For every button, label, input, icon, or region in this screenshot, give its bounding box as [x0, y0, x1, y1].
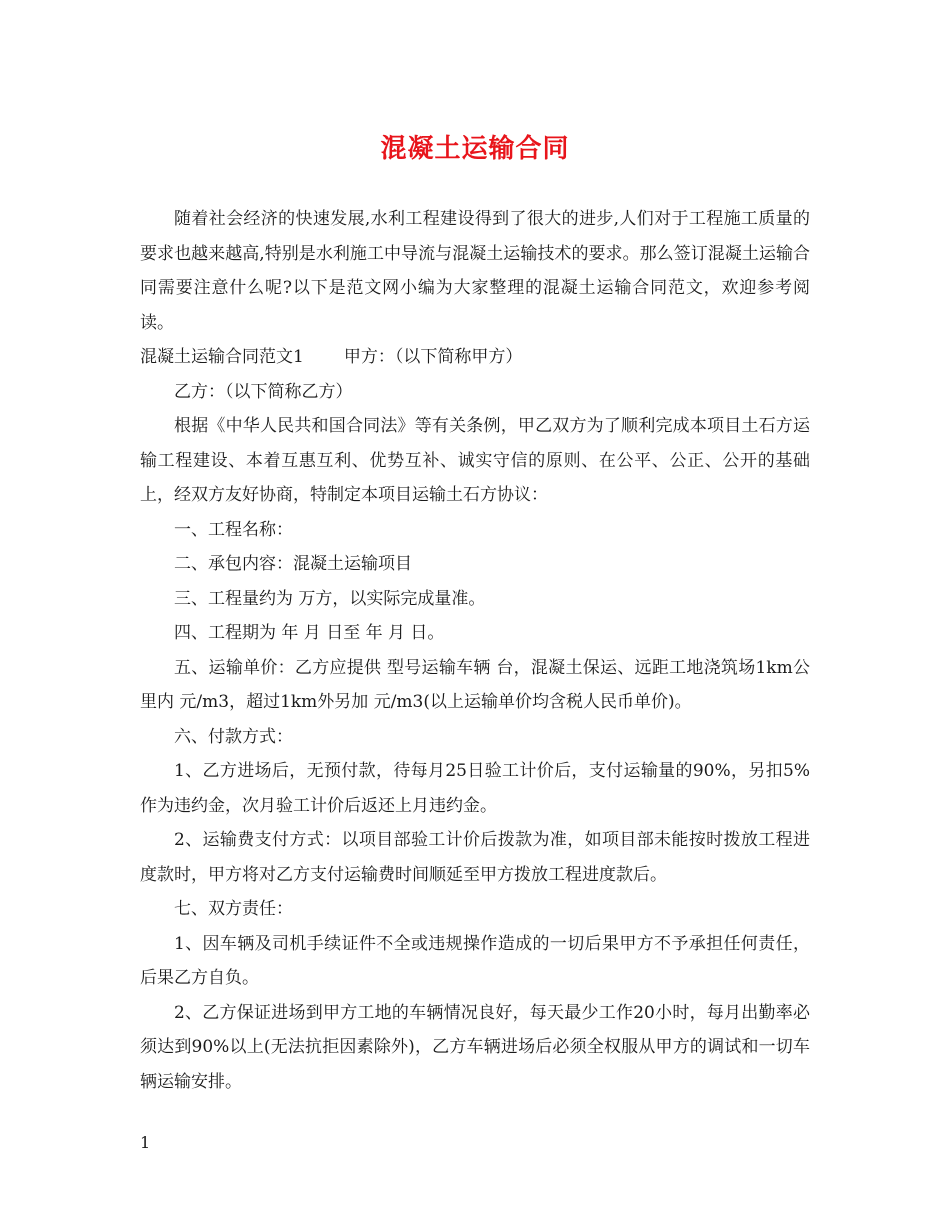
- document-body: [140, 202, 810, 1099]
- sample-heading-line: [140, 340, 810, 375]
- intro-paragraph: 随着社会经济的快速发展,水利工程建设得到了很大的进步,人们对于工程施工质量的要求也越来越高,特别是水利施工中导流与混凝土运输技术的要求。那么签订混凝土运输合同需要注意什么呢?以下是范文网小编为大家整理的混凝土运输合同范文，欢迎参考阅读。: [140, 209, 810, 333]
- document-title: 混凝土运输合同: [380, 134, 570, 164]
- sample-heading: 混凝土运输合同范文1: [140, 347, 304, 367]
- clause-payment: 六、付款方式：: [174, 726, 293, 747]
- party-a-line: 甲方：（以下简称甲方）: [343, 347, 523, 367]
- clause-period: 四、工程期为 年 月 日至 年 月 日。: [174, 623, 445, 643]
- clause-responsibilities: 七、双方责任：: [174, 899, 293, 919]
- preamble-paragraph: 根据《中华人民共和国合同法》等有关条例，甲乙双方为了顺利完成本项目土石方运输工程建设、本着互惠互利、优势互补、诚实守信的原则、在公平、公正、公开的基础上，经双方友好协商，特制定本项目运输土石方协议：: [140, 416, 810, 505]
- page-number: 1: [140, 1133, 151, 1152]
- clause-scope: 二、承包内容：混凝土运输项目: [174, 554, 412, 574]
- clause-responsibility-item-1: 1、因车辆及司机手续证件不全或违规操作造成的一切后果甲方不予承担任何责任，后果乙方自负。: [140, 933, 810, 988]
- party-b-line: 乙方：（以下简称乙方）: [174, 381, 353, 402]
- clause-quantity: 三、工程量约为 万方，以实际完成量准。: [174, 588, 486, 609]
- clause-payment-item-1: 1、乙方进场后，无预付款，待每月25日验工计价后，支付运输量的90%，另扣5%作为违约金，次月验工计价后返还上月违约金。: [140, 761, 810, 816]
- clause-responsibility-item-2: 2、乙方保证进场到甲方工地的车辆情况良好，每天最少工作20小时，每月出勤率必须达到90%以上(无法抗拒因素除外)，乙方车辆进场后必须全权服从甲方的调试和一切车辆运输安排。: [140, 1002, 810, 1092]
- clause-unit-price: 五、运输单价：乙方应提供 型号运输车辆 台，混凝土保运、远距工地浇筑场1km公里内 元/m3，超过1km外另加 元/m3(以上运输单价均含税人民币单价)。: [140, 657, 810, 712]
- clause-payment-item-2: 2、运输费支付方式：以项目部验工计价后拨款为准，如项目部未能按时拨放工程进度款时，甲方将对乙方支付运输费时间顺延至甲方拨放工程进度款后。: [140, 830, 810, 885]
- clause-project-name: 一、工程名称：: [174, 519, 293, 540]
